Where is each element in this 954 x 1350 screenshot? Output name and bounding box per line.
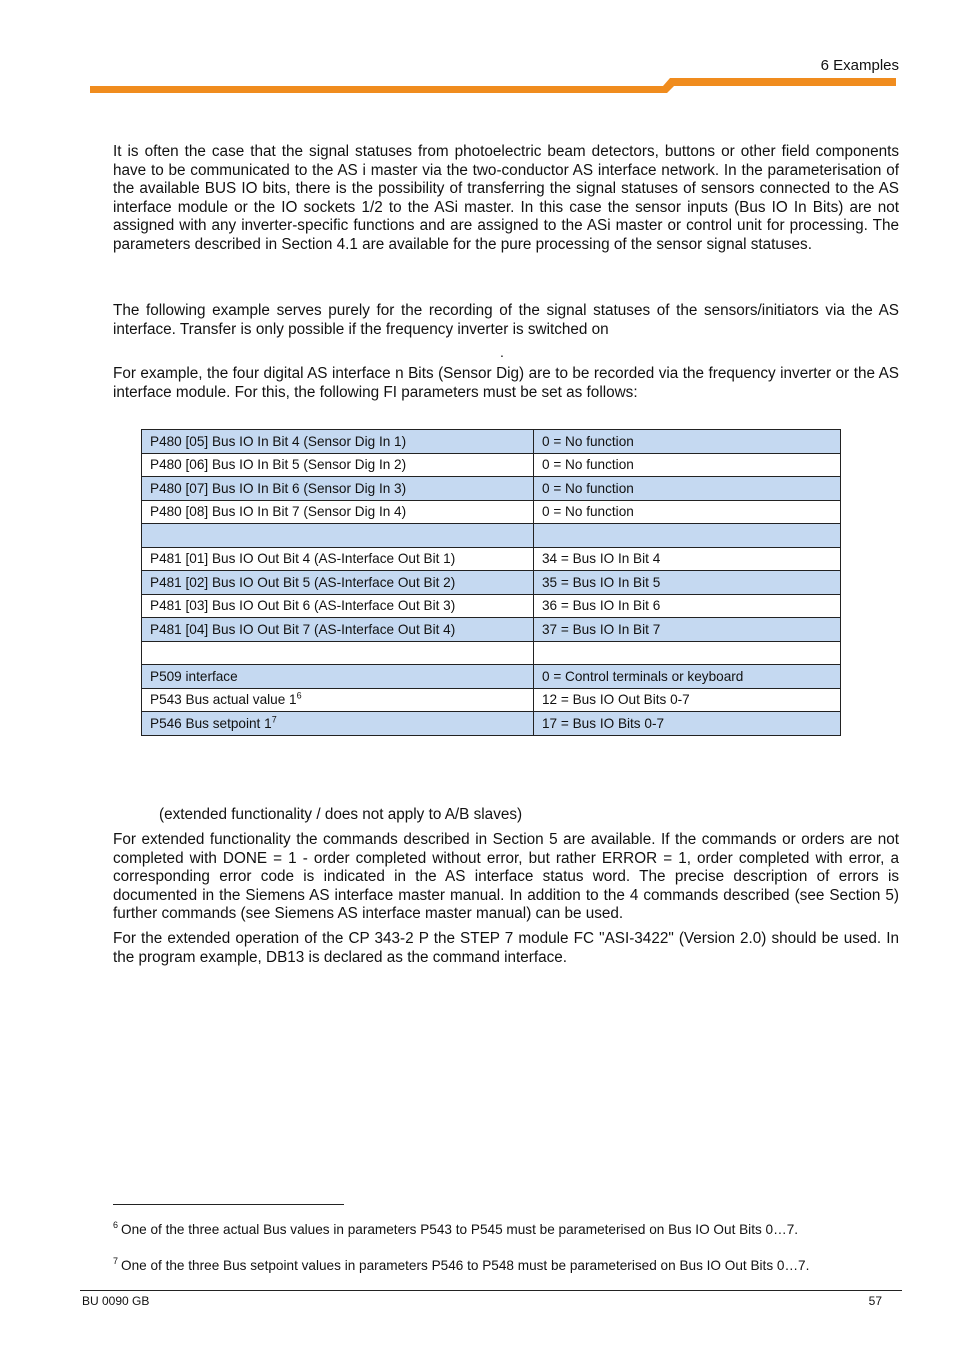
parameter-name: P481 [03] Bus IO Out Bit 6 (AS-Interface Out Bit 3) [150, 598, 456, 614]
table-row [142, 477, 841, 501]
table-row [142, 712, 841, 736]
parameter-name: P546 Bus setpoint 1 [150, 715, 272, 731]
footnote-7 [113, 1258, 809, 1273]
value-cell: 0 = Control terminals or keyboard [534, 665, 841, 689]
parameter-cell [142, 594, 534, 618]
table-row [142, 453, 841, 477]
document-id: BU 0090 GB [82, 1294, 150, 1308]
table-row [142, 547, 841, 571]
parameter-cell [142, 500, 534, 524]
parameter-cell [142, 453, 534, 477]
parameter-cell [142, 665, 534, 689]
footer-divider [80, 1290, 902, 1291]
table-row [142, 618, 841, 642]
parameter-name: P481 [01] Bus IO Out Bit 4 (AS-Interface Out Bit 1) [150, 551, 456, 567]
page-number: 57 [868, 1294, 882, 1308]
parameter-cell [142, 618, 534, 642]
value-cell: 35 = Bus IO In Bit 5 [534, 571, 841, 595]
parameter-name: P543 Bus actual value 1 [150, 692, 297, 708]
value-cell [534, 524, 841, 548]
parameter-cell [142, 524, 534, 548]
value-cell: 12 = Bus IO Out Bits 0-7 [534, 688, 841, 712]
intro-paragraph: It is often the case that the signal statuses from photoelectric beam detectors, buttons or other field components have to be communicated to the AS i master via the two-conductor AS interface network. In the parameterisation of the available BUS IO bits, there is the possibility of transferring the signal statuses of sensors connected to the AS interface module or the IO sockets 1/2 to the ASi master. In this case the sensor inputs (Bus IO In Bits) are not assigned with any inverter-specific functions and are assigned to the ASi master or control unit for processing. The parameters described in Section 4.1 are available for the pure processing of the sensor signal statuses. [113, 143, 899, 253]
value-cell: 37 = Bus IO In Bit 7 [534, 618, 841, 642]
parameter-cell [142, 712, 534, 736]
table-row [142, 500, 841, 524]
value-cell: 0 = No function [534, 477, 841, 501]
table-row [142, 594, 841, 618]
parameter-name: P480 [07] Bus IO In Bit 6 (Sensor Dig In 3) [150, 480, 407, 496]
parameter-cell [142, 477, 534, 501]
parameter-cell [142, 641, 534, 665]
value-cell: 0 = No function [534, 430, 841, 454]
table-row [142, 524, 841, 548]
footnote-reference: 7 [271, 714, 277, 725]
table-row [142, 571, 841, 595]
table-row [142, 430, 841, 454]
step7-paragraph: For the extended operation of the CP 343-2 P the STEP 7 module FC "ASI-3422" (Version 2.0) should be used. In the program example, DB13 is declared as the command interface. [113, 930, 899, 966]
footnote-separator [113, 1204, 344, 1205]
example-paragraph: The following example serves purely for the recording of the signal statuses of the sensors/initiators via the AS interface. Transfer is only possible if the frequency inverter is switched on [113, 302, 899, 338]
value-cell: 36 = Bus IO In Bit 6 [534, 594, 841, 618]
parameter-cell [142, 688, 534, 712]
footnote-number: 7 [113, 1256, 119, 1267]
parameter-cell [142, 430, 534, 454]
stray-dot: . [500, 344, 504, 360]
header-accent-bar [90, 78, 896, 96]
footnote-number: 6 [113, 1220, 119, 1231]
parameter-name: P481 [02] Bus IO Out Bit 5 (AS-Interface Out Bit 2) [150, 574, 456, 590]
parameter-name: P481 [04] Bus IO Out Bit 7 (AS-Interface Out Bit 4) [150, 621, 456, 637]
parameters-intro-paragraph: For example, the four digital AS interface n Bits (Sensor Dig) are to be recorded via the frequency inverter or the AS interface module. For this, the following FI parameters must be set as follows: [113, 365, 899, 401]
parameter-name: P509 interface [150, 668, 238, 684]
value-cell: 34 = Bus IO In Bit 4 [534, 547, 841, 571]
footnote-text: One of the three actual Bus values in parameters P543 to P545 must be parameterised on Bus IO Out Bits 0…7. [121, 1222, 799, 1237]
parameter-cell [142, 547, 534, 571]
chapter-heading: 6 Examples [820, 57, 899, 74]
parameter-cell [142, 571, 534, 595]
extended-functionality-paragraph: For extended functionality the commands described in Section 5 are available. If the commands or orders are not completed with DONE = 1 - order completed without error, but rather ERROR = 1, order completed with error, a corresponding error code is indicated in the AS interface status word. The precise description of errors is documented in the Siemens AS interface master manual. In addition to the 4 commands described (see Section 5) further commands (see Siemens AS interface master manual) can be used. [113, 831, 899, 922]
extended-functionality-heading: (extended functionality / does not apply to A/B slaves) [159, 806, 523, 823]
value-cell [534, 641, 841, 665]
table-row [142, 641, 841, 665]
value-cell: 0 = No function [534, 453, 841, 477]
table-row [142, 665, 841, 689]
value-cell: 0 = No function [534, 500, 841, 524]
parameter-name: P480 [06] Bus IO In Bit 5 (Sensor Dig In 2) [150, 457, 407, 473]
parameter-name: P480 [08] Bus IO In Bit 7 (Sensor Dig In 4) [150, 504, 407, 520]
value-cell: 17 = Bus IO Bits 0-7 [534, 712, 841, 736]
parameter-table [141, 429, 841, 736]
footnote-6 [113, 1222, 798, 1237]
table-row [142, 688, 841, 712]
footnote-text: One of the three Bus setpoint values in parameters P546 to P548 must be parameterised on Bus IO Out Bits 0…7. [121, 1258, 810, 1273]
parameter-name: P480 [05] Bus IO In Bit 4 (Sensor Dig In 1) [150, 433, 407, 449]
footnote-reference: 6 [296, 690, 302, 701]
